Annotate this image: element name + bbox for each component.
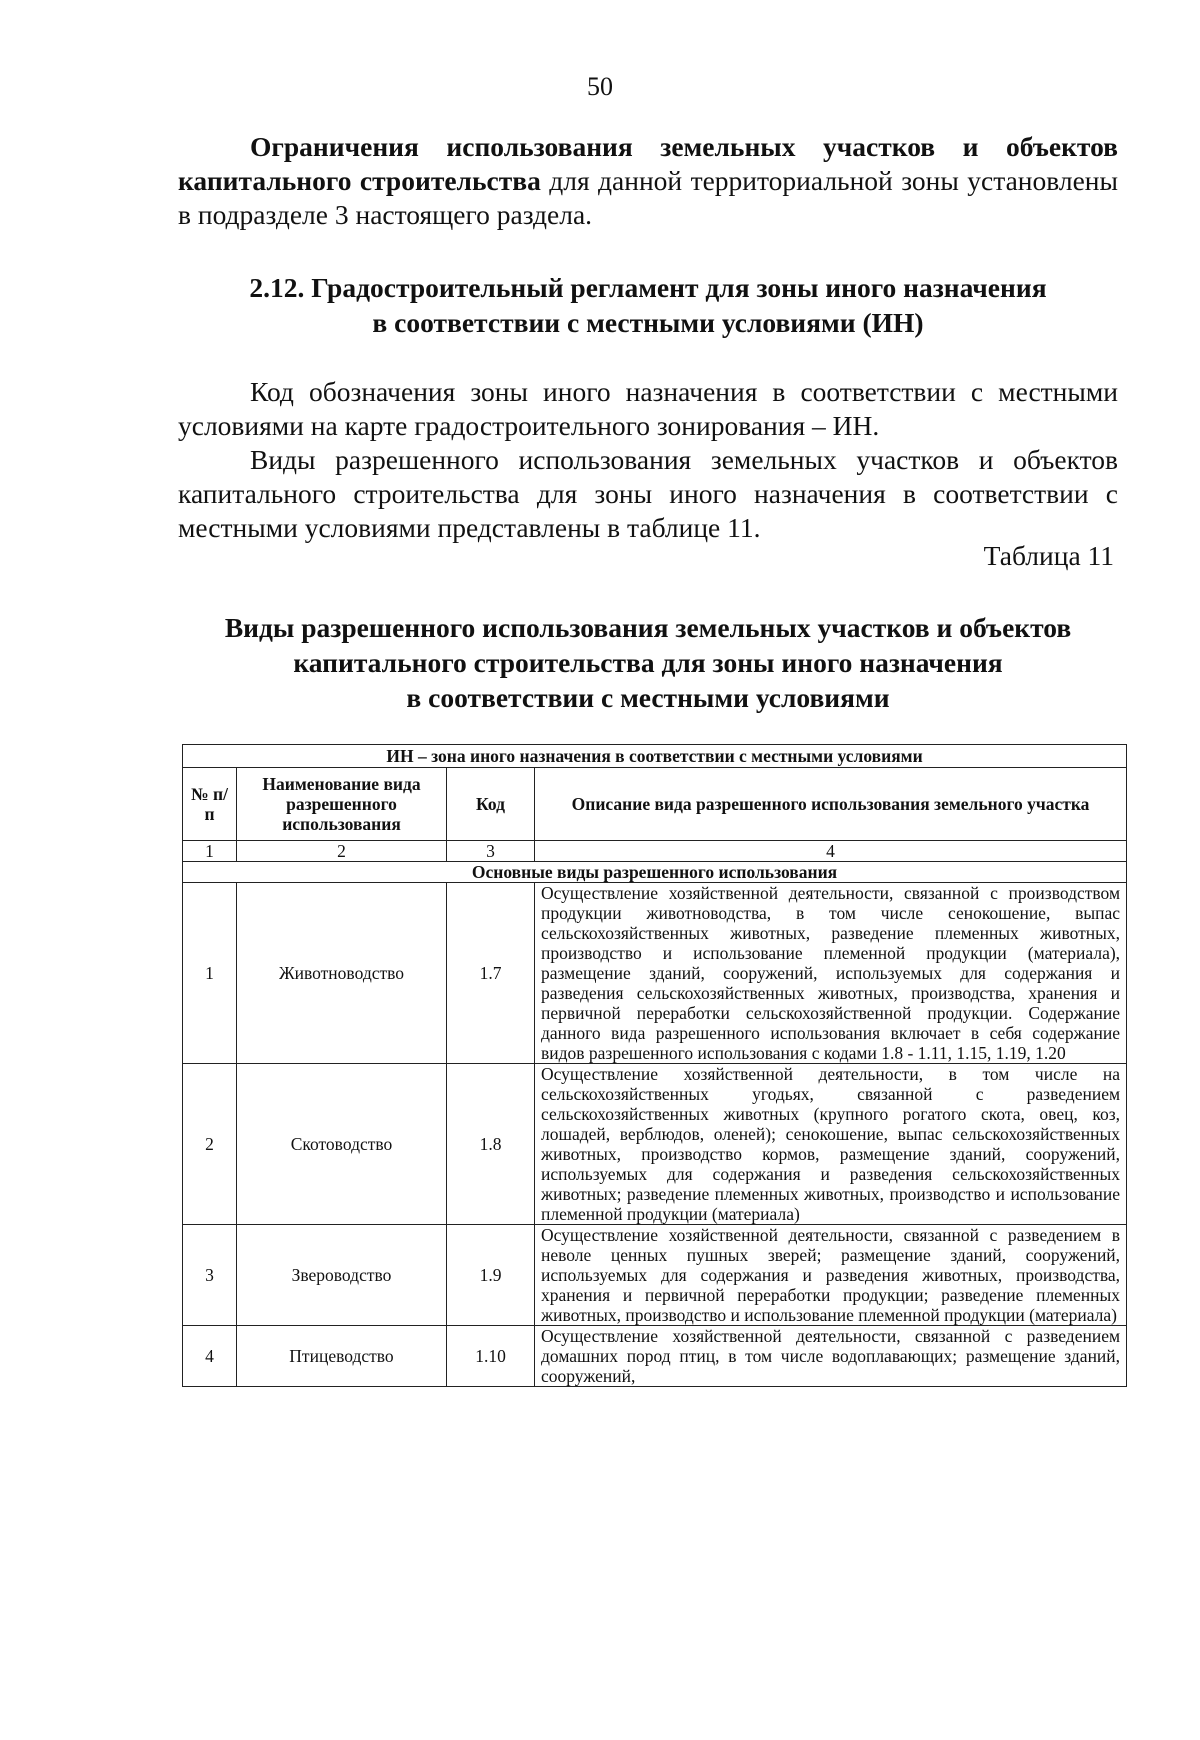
column-number: 1	[183, 841, 237, 862]
row-code: 1.10	[447, 1326, 535, 1387]
header-name: Наименование вида разрешенного использования	[237, 768, 447, 841]
table-title-line-3: в соответствии с местными условиями	[406, 682, 890, 713]
row-description: Осуществление хозяйственной деятельности, в том числе на сельскохозяйственных угодьях, связанной с разведением сельскохозяйственных животных (крупного рогатого скота, овец, коз, лошадей, верблюдов, оленей); сенокошение, выпас сельскохозяйственных животных, производство кормов, размещение зданий, сооружений, используемых для содержания и разведения сельскохозяйственных животных; разведение племенных животных, производство и использование племенной продукции (материала)	[535, 1064, 1127, 1225]
row-name: Скотоводство	[237, 1064, 447, 1225]
column-number: 2	[237, 841, 447, 862]
table-row	[183, 1225, 1127, 1326]
table-row	[183, 1326, 1127, 1387]
header-number: № п/п	[183, 768, 237, 841]
column-number-row	[183, 841, 1127, 862]
section-title-line-1: 2.12. Градостроительный регламент для зоны иного назначения	[249, 272, 1047, 303]
section-label: Основные виды разрешенного использования	[183, 862, 1127, 883]
header-code: Код	[447, 768, 535, 841]
row-description: Осуществление хозяйственной деятельности, связанной с производством продукции животноводства, в том числе сенокошение, выпас сельскохозяйственных животных, разведение племенных животных, производство и использование племенной продукции (материала), размещение зданий, сооружений, используемых для содержания и разведения сельскохозяйственных животных, производства, хранения и первичной переработки сельскохозяйственной продукции. Содержание данного вида разрешенного использования включает в себя содержание видов разрешенного использования с кодами 1.8 - 1.11, 1.15, 1.19, 1.20	[535, 883, 1127, 1064]
header-description: Описание вида разрешенного использования земельного участка	[535, 768, 1127, 841]
row-name: Звероводство	[237, 1225, 447, 1326]
section-title-line-2: в соответствии с местными условиями (ИН)	[372, 307, 924, 338]
row-number: 3	[183, 1225, 237, 1326]
row-name: Животноводство	[237, 883, 447, 1064]
paragraph-zone-code: Код обозначения зоны иного назначения в соответствии с местными условиями на карте градостроительного зонирования – ИН.	[178, 376, 1118, 441]
row-description: Осуществление хозяйственной деятельности, связанной с разведением домашних пород птиц, в том числе водоплавающих; размещение зданий, сооружений,	[535, 1326, 1127, 1387]
intro-paragraph	[178, 130, 1118, 232]
table-row	[183, 1064, 1127, 1225]
row-name: Птицеводство	[237, 1326, 447, 1387]
table-title-line-2: капитального строительства для зоны иного назначения	[293, 647, 1003, 678]
permitted-use-table	[182, 744, 1127, 1387]
paragraph-table-reference: Виды разрешенного использования земельных участков и объектов капитального строительства для зоны иного назначения в соответствии с местными условиями представлены в таблице 11.	[178, 444, 1118, 543]
table-zone-row	[183, 745, 1127, 768]
row-description: Осуществление хозяйственной деятельности, связанной с разведением в неволе ценных пушных зверей; размещение зданий, сооружений, используемых для содержания и разведения животных, производства, хранения и первичной переработки продукции; разведение племенных животных, производство и использование племенной продукции (материала)	[535, 1225, 1127, 1326]
intro-rest-text: для данной территориальной зоны установлены в подразделе 3 настоящего раздела.	[178, 165, 1118, 230]
row-code: 1.9	[447, 1225, 535, 1326]
column-number: 3	[447, 841, 535, 862]
table-title-line-1: Виды разрешенного использования земельных участков и объектов	[224, 612, 1072, 643]
table-label: Таблица 11	[983, 540, 1114, 571]
row-number: 2	[183, 1064, 237, 1225]
table-header-row	[183, 768, 1127, 841]
table-row	[183, 883, 1127, 1064]
column-number: 4	[535, 841, 1127, 862]
row-number: 1	[183, 883, 237, 1064]
section-title	[178, 270, 1118, 340]
page-number: 50	[587, 72, 613, 101]
row-code: 1.8	[447, 1064, 535, 1225]
row-number: 4	[183, 1326, 237, 1387]
section-row	[183, 862, 1127, 883]
row-code: 1.7	[447, 883, 535, 1064]
zone-header: ИН – зона иного назначения в соответствии с местными условиями	[183, 745, 1127, 768]
intro-bold-text: Ограничения использования земельных участков и объектов капитального строительства	[178, 131, 1118, 196]
table-title	[178, 610, 1118, 715]
